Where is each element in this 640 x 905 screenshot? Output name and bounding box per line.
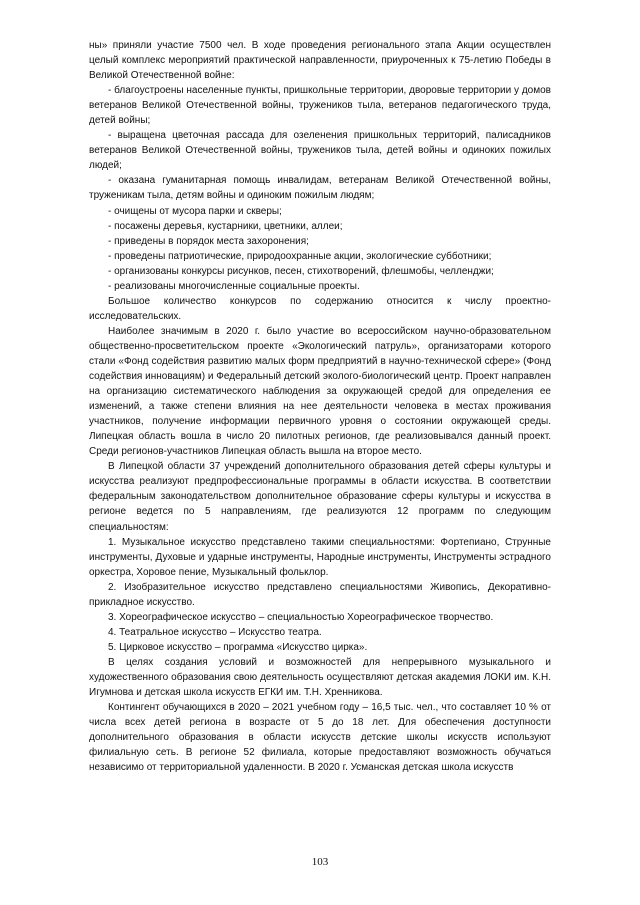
numbered-item: 2. Изобразительное искусство представлено специальностями Живопись, Декоративно-прикладное искусство.: [89, 581, 551, 608]
page-number: 103: [311, 856, 329, 868]
numbered-item: 3. Хореографическое искусство – специальностью Хореографическое творчество.: [108, 611, 494, 623]
numbered-item: 1. Музыкальное искусство представлено такими специальностями: Фортепиано, Струнные инструменты, Духовые и ударные инструменты, Народные инструменты, Инструменты эстрадного оркестра, Хоровое пение, Музыкальный фольклор.: [89, 536, 551, 578]
list-item: - реализованы многочисленные социальные проекты.: [108, 280, 360, 292]
numbered-item: 4. Театральное искусство – Искусство театра.: [108, 626, 322, 638]
list-item: - организованы конкурсы рисунков, песен, стихотворений, флешмобы, челленджи;: [108, 265, 494, 277]
list-item: - проведены патриотические, природоохранные акции, экологические субботники;: [108, 250, 492, 262]
numbered-item: 5. Цирковое искусство – программа «Искусство цирка».: [108, 641, 368, 653]
list-item: - выращена цветочная рассада для озеленения пришкольных территорий, палисадников ветеранов Великой Отечественной войны, тружеников тыла, детей войны и одиноких пожилых людей;: [89, 130, 551, 172]
list-item: - приведены в порядок места захоронения;: [108, 235, 309, 247]
list-item: - очищены от мусора парки и скверы;: [108, 205, 282, 217]
list-item: - посажены деревья, кустарники, цветники, аллеи;: [108, 220, 343, 232]
body-text: [89, 38, 551, 775]
paragraph: В Липецкой области 37 учреждений дополнительного образования детей сферы культуры и искусства реализуют предпрофессиональные программы в области искусства. В соответствии федеральным законодательством дополнительное образование сферы культуры и искусства в регионе ведется по 5 направлениям, где реализуются 12 программ по следующим специальностям:: [89, 461, 551, 533]
paragraph: Большое количество конкурсов по содержанию относится к числу проектно-исследовательских.: [89, 295, 551, 322]
list-item: - благоустроены населенные пункты, пришкольные территории, дворовые территории у домов ветеранов Великой Отечественной войны, тружеников тыла, ветеранов педагогического труда, детей войны;: [89, 85, 551, 127]
paragraph: В целях создания условий и возможностей для непрерывного музыкального и художественного образования свою деятельность осуществляют детская академия ЛОКИ им. К.Н. Игумнова и детская школа искусств ЕГКИ им. Т.Н. Хренникова.: [89, 656, 551, 699]
paragraph: Контингент обучающихся в 2020 – 2021 учебном году – 16,5 тыс. чел., что составляет 10 % от числа всех детей региона в возрасте от 5 до 18 лет. Для обеспечения доступности дополнительного образования в области искусств детские школы искусств используют филиальную сеть. В регионе 52 филиала, которые предоставляют возможность обучаться независимо от территориальной удаленности. В 2020 г. Усманская детская школа искусств: [89, 702, 551, 774]
paragraph: Наиболее значимым в 2020 г. было участие во всероссийском научно-образовательном общественно-просветительском проекте «Экологический патруль», организаторами которого стали «Фонд содействия развитию малых форм предприятий в научно-технической сфере» (Фонд содействия инновациям) и Федеральный детский эколого-биологический центр. Проект направлен на организацию систематического наблюдения за окружающей средой для определения ее изменений, а также степени влияния на нее деятельности человека в местах проживания участников, получение информации первичного уровня о состоянии окружающей среды. Липецкая область вошла в число 20 пилотных регионов, где реализовывался данный проект. Среди регионов-участников Липецкая область вышла на второе место.: [89, 325, 551, 458]
paragraph-continuation: ны» приняли участие 7500 чел. В ходе проведения регионального этапа Акции осуществлен целый комплекс мероприятий практической направленности, приуроченных к 75-летию Победы в Великой Отечественной войне:: [89, 40, 551, 82]
list-item: - оказана гуманитарная помощь инвалидам, ветеранам Великой Отечественной войны, труженикам тыла, детям войны и одиноким пожилым людям;: [89, 175, 551, 202]
